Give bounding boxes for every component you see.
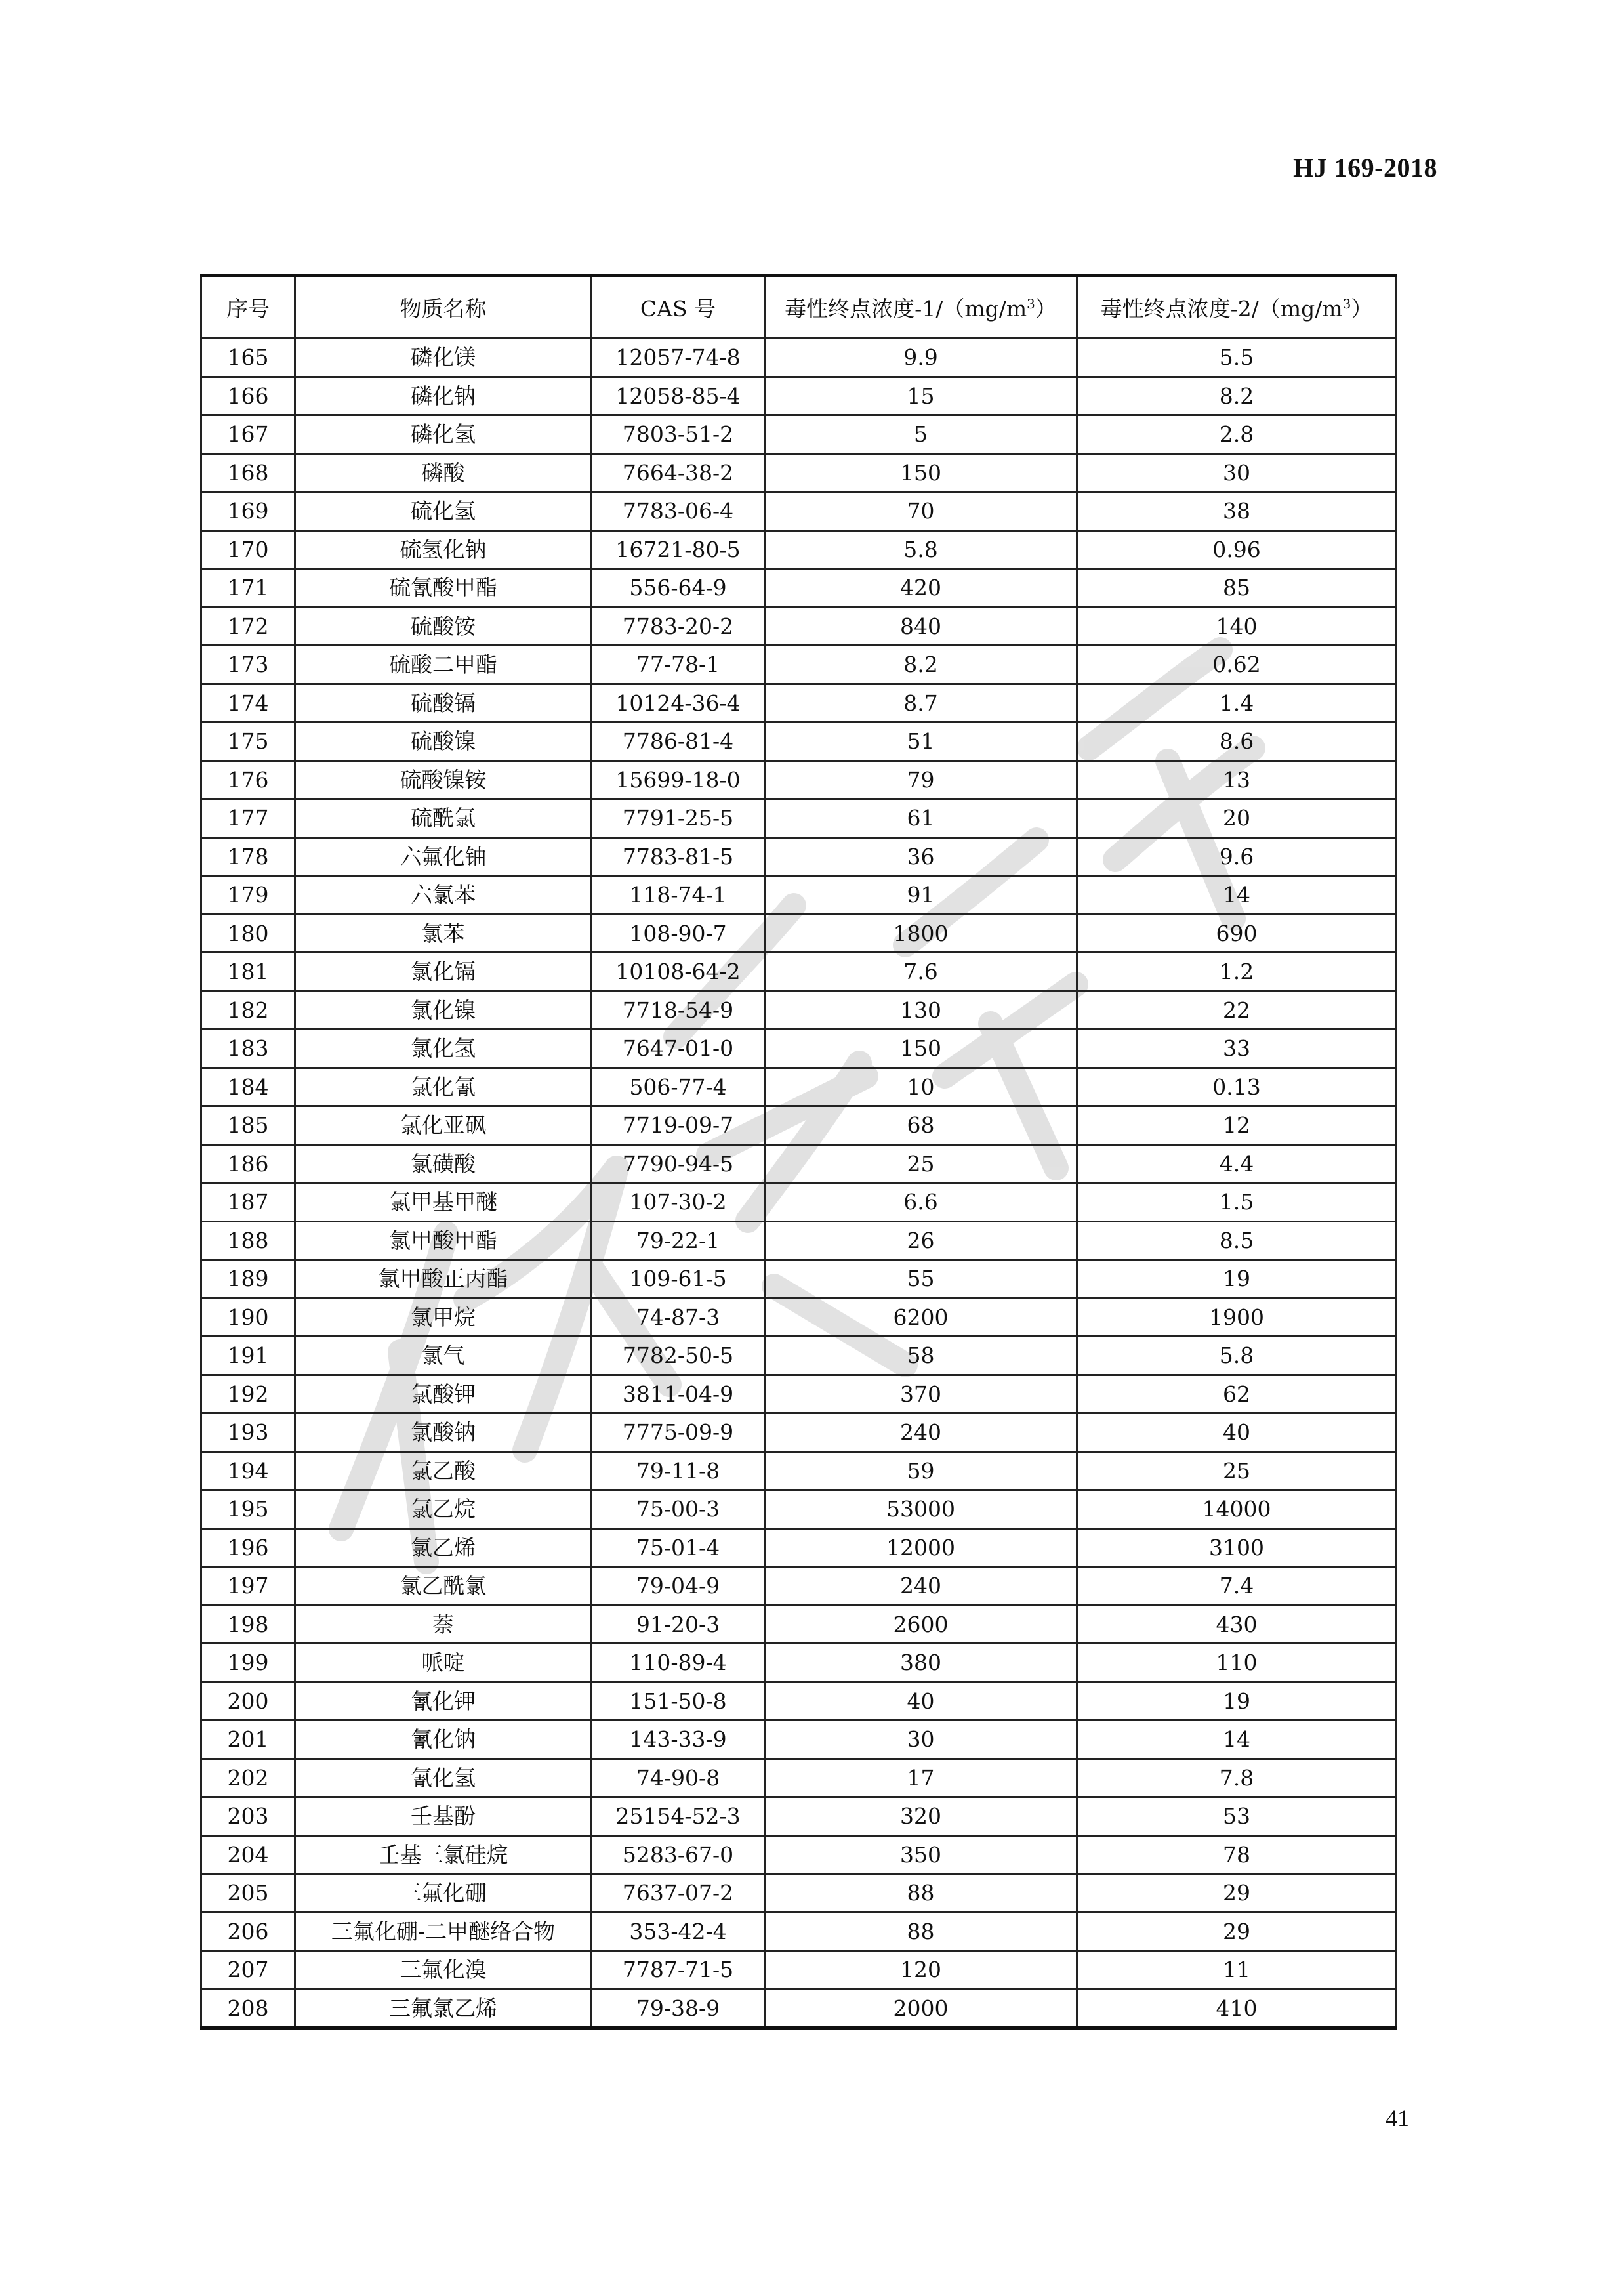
toxic-endpoint-2-cell: 0.13 <box>1077 1068 1397 1106</box>
serial-number-cell: 165 <box>201 339 295 377</box>
table-row <box>201 1030 1397 1068</box>
table-row <box>201 415 1397 454</box>
table-row <box>201 377 1397 415</box>
toxic-endpoint-2-cell: 0.96 <box>1077 530 1397 569</box>
table-row <box>201 953 1397 991</box>
serial-number-cell: 201 <box>201 1721 295 1759</box>
serial-number-cell: 168 <box>201 453 295 492</box>
table-row <box>201 1759 1397 1797</box>
serial-number-cell: 207 <box>201 1951 295 1990</box>
toxic-endpoint-2-cell: 8.5 <box>1077 1221 1397 1260</box>
substance-name-cell: 氯化氰 <box>295 1068 592 1106</box>
substance-name-cell: 氯酸钾 <box>295 1375 592 1413</box>
table-row <box>201 530 1397 569</box>
serial-number-cell: 195 <box>201 1490 295 1529</box>
serial-number-cell: 190 <box>201 1298 295 1337</box>
cas-number-cell: 91-20-3 <box>592 1605 765 1644</box>
table-row <box>201 1951 1397 1990</box>
serial-number-cell: 178 <box>201 837 295 876</box>
table-row <box>201 1490 1397 1529</box>
toxic-endpoint-2-cell: 29 <box>1077 1912 1397 1951</box>
serial-number-cell: 204 <box>201 1835 295 1874</box>
toxic-endpoint-2-cell: 38 <box>1077 492 1397 531</box>
cas-number-cell: 7791-25-5 <box>592 799 765 838</box>
table-row <box>201 339 1397 377</box>
cas-number-cell: 7787-71-5 <box>592 1951 765 1990</box>
cas-number-cell: 7637-07-2 <box>592 1874 765 1913</box>
toxic-endpoint-2-cell: 2.8 <box>1077 415 1397 454</box>
toxic-endpoint-2-cell: 14 <box>1077 1721 1397 1759</box>
toxic-endpoint-2-cell: 1900 <box>1077 1298 1397 1337</box>
table-row <box>201 453 1397 492</box>
toxic-endpoint-2-cell: 11 <box>1077 1951 1397 1990</box>
substance-name-cell: 氯磺酸 <box>295 1144 592 1183</box>
header-substance-name: 物质名称 <box>295 276 592 339</box>
toxic-endpoint-1-cell: 5 <box>765 415 1077 454</box>
cas-number-cell: 7782-50-5 <box>592 1337 765 1375</box>
toxic-endpoint-2-cell: 14 <box>1077 876 1397 915</box>
toxic-endpoint-2-cell: 1.2 <box>1077 953 1397 991</box>
toxic-endpoint-1-cell: 370 <box>765 1375 1077 1413</box>
table-body <box>201 339 1397 2028</box>
toxic-endpoint-1-cell: 1800 <box>765 914 1077 953</box>
table-row <box>201 1644 1397 1682</box>
toxic-endpoint-1-cell: 30 <box>765 1721 1077 1759</box>
cas-number-cell: 151-50-8 <box>592 1682 765 1721</box>
substance-name-cell: 三氟化硼-二甲醚络合物 <box>295 1912 592 1951</box>
toxic-endpoint-1-cell: 420 <box>765 569 1077 608</box>
substance-name-cell: 氯乙烯 <box>295 1528 592 1567</box>
cas-number-cell: 79-04-9 <box>592 1567 765 1606</box>
table-row <box>201 991 1397 1030</box>
table-row <box>201 1605 1397 1644</box>
table-row <box>201 1260 1397 1299</box>
serial-number-cell: 174 <box>201 684 295 722</box>
serial-number-cell: 176 <box>201 761 295 799</box>
substance-name-cell: 哌啶 <box>295 1644 592 1682</box>
cas-number-cell: 75-01-4 <box>592 1528 765 1567</box>
serial-number-cell: 169 <box>201 492 295 531</box>
toxic-endpoint-2-cell: 78 <box>1077 1835 1397 1874</box>
cas-number-cell: 118-74-1 <box>592 876 765 915</box>
table-row <box>201 684 1397 722</box>
table-row <box>201 1413 1397 1452</box>
cas-number-cell: 10108-64-2 <box>592 953 765 991</box>
toxic-endpoint-1-cell: 320 <box>765 1797 1077 1836</box>
toxic-endpoint-1-cell: 15 <box>765 377 1077 415</box>
serial-number-cell: 189 <box>201 1260 295 1299</box>
serial-number-cell: 172 <box>201 607 295 646</box>
substance-name-cell: 氯苯 <box>295 914 592 953</box>
serial-number-cell: 187 <box>201 1183 295 1222</box>
substance-name-cell: 氯甲酸甲酯 <box>295 1221 592 1260</box>
serial-number-cell: 170 <box>201 530 295 569</box>
substance-name-cell: 磷化氢 <box>295 415 592 454</box>
table-row <box>201 1298 1397 1337</box>
substance-name-cell: 三氟化溴 <box>295 1951 592 1990</box>
table-row <box>201 1144 1397 1183</box>
substance-name-cell: 氯化氢 <box>295 1030 592 1068</box>
toxic-endpoint-2-cell: 40 <box>1077 1413 1397 1452</box>
serial-number-cell: 197 <box>201 1567 295 1606</box>
table-row <box>201 1375 1397 1413</box>
cas-number-cell: 79-11-8 <box>592 1451 765 1490</box>
serial-number-cell: 184 <box>201 1068 295 1106</box>
serial-number-cell: 166 <box>201 377 295 415</box>
toxic-endpoint-1-cell: 88 <box>765 1874 1077 1913</box>
table-row <box>201 569 1397 608</box>
toxic-endpoint-1-cell: 36 <box>765 837 1077 876</box>
toxic-endpoint-1-cell: 10 <box>765 1068 1077 1106</box>
toxic-endpoint-1-cell: 88 <box>765 1912 1077 1951</box>
substance-name-cell: 壬基三氯硅烷 <box>295 1835 592 1874</box>
substance-name-cell: 磷化钠 <box>295 377 592 415</box>
cas-number-cell: 74-87-3 <box>592 1298 765 1337</box>
document-code: HJ 169-2018 <box>1293 153 1437 182</box>
toxic-endpoint-2-cell: 9.6 <box>1077 837 1397 876</box>
toxic-endpoint-2-cell: 19 <box>1077 1682 1397 1721</box>
substance-name-cell: 氯乙酸 <box>295 1451 592 1490</box>
table-row <box>201 607 1397 646</box>
table-row <box>201 799 1397 838</box>
cas-number-cell: 7783-06-4 <box>592 492 765 531</box>
toxic-endpoint-1-cell: 6.6 <box>765 1183 1077 1222</box>
toxic-endpoint-1-cell: 79 <box>765 761 1077 799</box>
toxic-endpoint-1-cell: 55 <box>765 1260 1077 1299</box>
table-row <box>201 1797 1397 1836</box>
toxic-endpoint-2-cell: 5.5 <box>1077 339 1397 377</box>
toxic-endpoint-1-cell: 840 <box>765 607 1077 646</box>
cas-number-cell: 25154-52-3 <box>592 1797 765 1836</box>
substance-name-cell: 硫酸镉 <box>295 684 592 722</box>
toxic-endpoint-2-cell: 53 <box>1077 1797 1397 1836</box>
table-header-row <box>201 276 1397 339</box>
cas-number-cell: 74-90-8 <box>592 1759 765 1797</box>
cas-number-cell: 12058-85-4 <box>592 377 765 415</box>
table-row <box>201 1221 1397 1260</box>
toxic-endpoint-2-cell: 33 <box>1077 1030 1397 1068</box>
toxic-endpoint-1-cell: 2000 <box>765 1989 1077 2028</box>
substance-name-cell: 硫酰氯 <box>295 799 592 838</box>
toxic-endpoint-1-cell: 70 <box>765 492 1077 531</box>
table-row <box>201 1451 1397 1490</box>
table-row <box>201 1106 1397 1145</box>
toxic-endpoint-2-cell: 12 <box>1077 1106 1397 1145</box>
cas-number-cell: 109-61-5 <box>592 1260 765 1299</box>
toxic-endpoint-2-cell: 30 <box>1077 453 1397 492</box>
table-row <box>201 1682 1397 1721</box>
toxic-endpoint-2-cell: 7.4 <box>1077 1567 1397 1606</box>
table-row <box>201 1912 1397 1951</box>
cas-number-cell: 7775-09-9 <box>592 1413 765 1452</box>
cas-number-cell: 16721-80-5 <box>592 530 765 569</box>
toxic-endpoint-1-cell: 2600 <box>765 1605 1077 1644</box>
substance-name-cell: 氯气 <box>295 1337 592 1375</box>
cas-number-cell: 7783-81-5 <box>592 837 765 876</box>
table-row <box>201 1721 1397 1759</box>
table-row <box>201 837 1397 876</box>
toxic-endpoint-1-cell: 150 <box>765 1030 1077 1068</box>
toxic-endpoint-2-cell: 13 <box>1077 761 1397 799</box>
toxic-endpoint-2-cell: 14000 <box>1077 1490 1397 1529</box>
table-row <box>201 1567 1397 1606</box>
table-row <box>201 1989 1397 2028</box>
toxic-endpoint-1-cell: 61 <box>765 799 1077 838</box>
table-row <box>201 492 1397 531</box>
cas-number-cell: 10124-36-4 <box>592 684 765 722</box>
cas-number-cell: 79-22-1 <box>592 1221 765 1260</box>
toxic-endpoint-2-cell: 140 <box>1077 607 1397 646</box>
serial-number-cell: 177 <box>201 799 295 838</box>
toxic-endpoint-1-cell: 6200 <box>765 1298 1077 1337</box>
cas-number-cell: 77-78-1 <box>592 646 765 684</box>
substance-name-cell: 硫酸二甲酯 <box>295 646 592 684</box>
header-cas-number: CAS 号 <box>592 276 765 339</box>
substance-name-cell: 氰化钾 <box>295 1682 592 1721</box>
substance-name-cell: 磷化镁 <box>295 339 592 377</box>
table-row <box>201 1528 1397 1567</box>
substance-name-cell: 六氟化铀 <box>295 837 592 876</box>
toxic-endpoint-2-cell: 690 <box>1077 914 1397 953</box>
serial-number-cell: 194 <box>201 1451 295 1490</box>
substance-name-cell: 氯甲基甲醚 <box>295 1183 592 1222</box>
table-row <box>201 876 1397 915</box>
toxic-endpoint-1-cell: 17 <box>765 1759 1077 1797</box>
serial-number-cell: 171 <box>201 569 295 608</box>
toxic-endpoint-1-cell: 240 <box>765 1413 1077 1452</box>
serial-number-cell: 192 <box>201 1375 295 1413</box>
substance-name-cell: 磷酸 <box>295 453 592 492</box>
table-row <box>201 1835 1397 1874</box>
serial-number-cell: 200 <box>201 1682 295 1721</box>
substance-name-cell: 氯乙酰氯 <box>295 1567 592 1606</box>
cas-number-cell: 353-42-4 <box>592 1912 765 1951</box>
table-row <box>201 1183 1397 1222</box>
toxic-endpoint-2-cell: 1.5 <box>1077 1183 1397 1222</box>
serial-number-cell: 205 <box>201 1874 295 1913</box>
toxic-endpoint-2-cell: 8.2 <box>1077 377 1397 415</box>
cas-number-cell: 7803-51-2 <box>592 415 765 454</box>
serial-number-cell: 198 <box>201 1605 295 1644</box>
toxic-endpoint-1-cell: 12000 <box>765 1528 1077 1567</box>
substance-name-cell: 硫氢化钠 <box>295 530 592 569</box>
substance-name-cell: 氯化镍 <box>295 991 592 1030</box>
header-toxic-endpoint-1: 毒性终点浓度$-1/(mg/m^3)$ <box>765 276 1077 339</box>
toxic-endpoint-2-cell: 62 <box>1077 1375 1397 1413</box>
toxic-endpoint-2-cell: 29 <box>1077 1874 1397 1913</box>
serial-number-cell: 179 <box>201 876 295 915</box>
cas-number-cell: 108-90-7 <box>592 914 765 953</box>
substance-name-cell: 氯甲烷 <box>295 1298 592 1337</box>
toxic-endpoint-1-cell: 350 <box>765 1835 1077 1874</box>
toxic-endpoint-1-cell: 8.2 <box>765 646 1077 684</box>
toxic-endpoint-2-cell: 19 <box>1077 1260 1397 1299</box>
table-row <box>201 1337 1397 1375</box>
table-row <box>201 1068 1397 1106</box>
toxic-endpoint-1-cell: 380 <box>765 1644 1077 1682</box>
serial-number-cell: 175 <box>201 722 295 761</box>
cas-number-cell: 7647-01-0 <box>592 1030 765 1068</box>
serial-number-cell: 183 <box>201 1030 295 1068</box>
toxic-endpoint-2-cell: 3100 <box>1077 1528 1397 1567</box>
substance-name-cell: 硫酸镍铵 <box>295 761 592 799</box>
substance-name-cell: 硫氰酸甲酯 <box>295 569 592 608</box>
cas-number-cell: 556-64-9 <box>592 569 765 608</box>
toxic-endpoint-1-cell: 53000 <box>765 1490 1077 1529</box>
cas-number-cell: 75-00-3 <box>592 1490 765 1529</box>
cas-number-cell: 506-77-4 <box>592 1068 765 1106</box>
toxic-endpoint-1-cell: 240 <box>765 1567 1077 1606</box>
cas-number-cell: 3811-04-9 <box>592 1375 765 1413</box>
toxicity-table-container <box>200 274 1395 2030</box>
toxic-endpoint-2-cell: 4.4 <box>1077 1144 1397 1183</box>
substance-name-cell: 六氯苯 <box>295 876 592 915</box>
serial-number-cell: 185 <box>201 1106 295 1145</box>
substance-name-cell: 三氟氯乙烯 <box>295 1989 592 2028</box>
substance-name-cell: 壬基酚 <box>295 1797 592 1836</box>
serial-number-cell: 180 <box>201 914 295 953</box>
substance-name-cell: 氯化亚砜 <box>295 1106 592 1145</box>
serial-number-cell: 208 <box>201 1989 295 2028</box>
substance-name-cell: 氯酸钠 <box>295 1413 592 1452</box>
substance-name-cell: 氰化氢 <box>295 1759 592 1797</box>
cas-number-cell: 107-30-2 <box>592 1183 765 1222</box>
toxic-endpoint-1-cell: 25 <box>765 1144 1077 1183</box>
toxic-endpoint-2-cell: 20 <box>1077 799 1397 838</box>
toxic-endpoint-1-cell: 120 <box>765 1951 1077 1990</box>
toxic-endpoint-2-cell: 22 <box>1077 991 1397 1030</box>
serial-number-cell: 173 <box>201 646 295 684</box>
table-row <box>201 722 1397 761</box>
cas-number-cell: 7783-20-2 <box>592 607 765 646</box>
toxic-endpoint-1-cell: 7.6 <box>765 953 1077 991</box>
toxic-endpoint-2-cell: 0.62 <box>1077 646 1397 684</box>
substance-name-cell: 氯化镉 <box>295 953 592 991</box>
table-row <box>201 1874 1397 1913</box>
toxic-endpoint-2-cell: 110 <box>1077 1644 1397 1682</box>
serial-number-cell: 182 <box>201 991 295 1030</box>
toxic-endpoint-1-cell: 58 <box>765 1337 1077 1375</box>
toxic-endpoint-1-cell: 9.9 <box>765 339 1077 377</box>
table-row <box>201 914 1397 953</box>
toxic-endpoint-1-cell: 26 <box>765 1221 1077 1260</box>
cas-number-cell: 110-89-4 <box>592 1644 765 1682</box>
cas-number-cell: 7790-94-5 <box>592 1144 765 1183</box>
toxic-endpoint-1-cell: 40 <box>765 1682 1077 1721</box>
toxic-endpoint-2-cell: 85 <box>1077 569 1397 608</box>
substance-name-cell: 硫酸镍 <box>295 722 592 761</box>
toxic-endpoint-2-cell: 8.6 <box>1077 722 1397 761</box>
serial-number-cell: 202 <box>201 1759 295 1797</box>
serial-number-cell: 193 <box>201 1413 295 1452</box>
toxic-endpoint-1-cell: 8.7 <box>765 684 1077 722</box>
table-row <box>201 646 1397 684</box>
substance-name-cell: 氰化钠 <box>295 1721 592 1759</box>
page-number: 41 <box>1386 2105 1409 2131</box>
cas-number-cell: 5283-67-0 <box>592 1835 765 1874</box>
cas-number-cell: 7786-81-4 <box>592 722 765 761</box>
header-serial-number: 序号 <box>201 276 295 339</box>
substance-name-cell: 氯乙烷 <box>295 1490 592 1529</box>
cas-number-cell: 79-38-9 <box>592 1989 765 2028</box>
toxic-endpoint-2-cell: 430 <box>1077 1605 1397 1644</box>
toxic-endpoint-1-cell: 5.8 <box>765 530 1077 569</box>
table-row <box>201 761 1397 799</box>
cas-number-cell: 15699-18-0 <box>592 761 765 799</box>
toxic-endpoint-1-cell: 150 <box>765 453 1077 492</box>
serial-number-cell: 167 <box>201 415 295 454</box>
substance-name-cell: 萘 <box>295 1605 592 1644</box>
toxic-endpoint-2-cell: 5.8 <box>1077 1337 1397 1375</box>
cas-number-cell: 7664-38-2 <box>592 453 765 492</box>
toxic-endpoint-1-cell: 68 <box>765 1106 1077 1145</box>
toxic-endpoint-2-cell: 1.4 <box>1077 684 1397 722</box>
cas-number-cell: 12057-74-8 <box>592 339 765 377</box>
toxic-endpoint-2-cell: 7.8 <box>1077 1759 1397 1797</box>
serial-number-cell: 206 <box>201 1912 295 1951</box>
substance-name-cell: 氯甲酸正丙酯 <box>295 1260 592 1299</box>
header-toxic-endpoint-2: 毒性终点浓度$-2/(mg/m^3)$ <box>1077 276 1397 339</box>
serial-number-cell: 203 <box>201 1797 295 1836</box>
toxic-endpoint-1-cell: 130 <box>765 991 1077 1030</box>
toxic-endpoint-2-cell: 25 <box>1077 1451 1397 1490</box>
serial-number-cell: 186 <box>201 1144 295 1183</box>
toxic-endpoint-1-cell: 51 <box>765 722 1077 761</box>
serial-number-cell: 199 <box>201 1644 295 1682</box>
cas-number-cell: 7718-54-9 <box>592 991 765 1030</box>
serial-number-cell: 191 <box>201 1337 295 1375</box>
toxicity-endpoint-table <box>200 274 1397 2030</box>
toxic-endpoint-1-cell: 59 <box>765 1451 1077 1490</box>
substance-name-cell: 三氟化硼 <box>295 1874 592 1913</box>
toxic-endpoint-1-cell: 91 <box>765 876 1077 915</box>
cas-number-cell: 143-33-9 <box>592 1721 765 1759</box>
serial-number-cell: 181 <box>201 953 295 991</box>
substance-name-cell: 硫酸铵 <box>295 607 592 646</box>
serial-number-cell: 196 <box>201 1528 295 1567</box>
cas-number-cell: 7719-09-7 <box>592 1106 765 1145</box>
toxic-endpoint-2-cell: 410 <box>1077 1989 1397 2028</box>
serial-number-cell: 188 <box>201 1221 295 1260</box>
substance-name-cell: 硫化氢 <box>295 492 592 531</box>
